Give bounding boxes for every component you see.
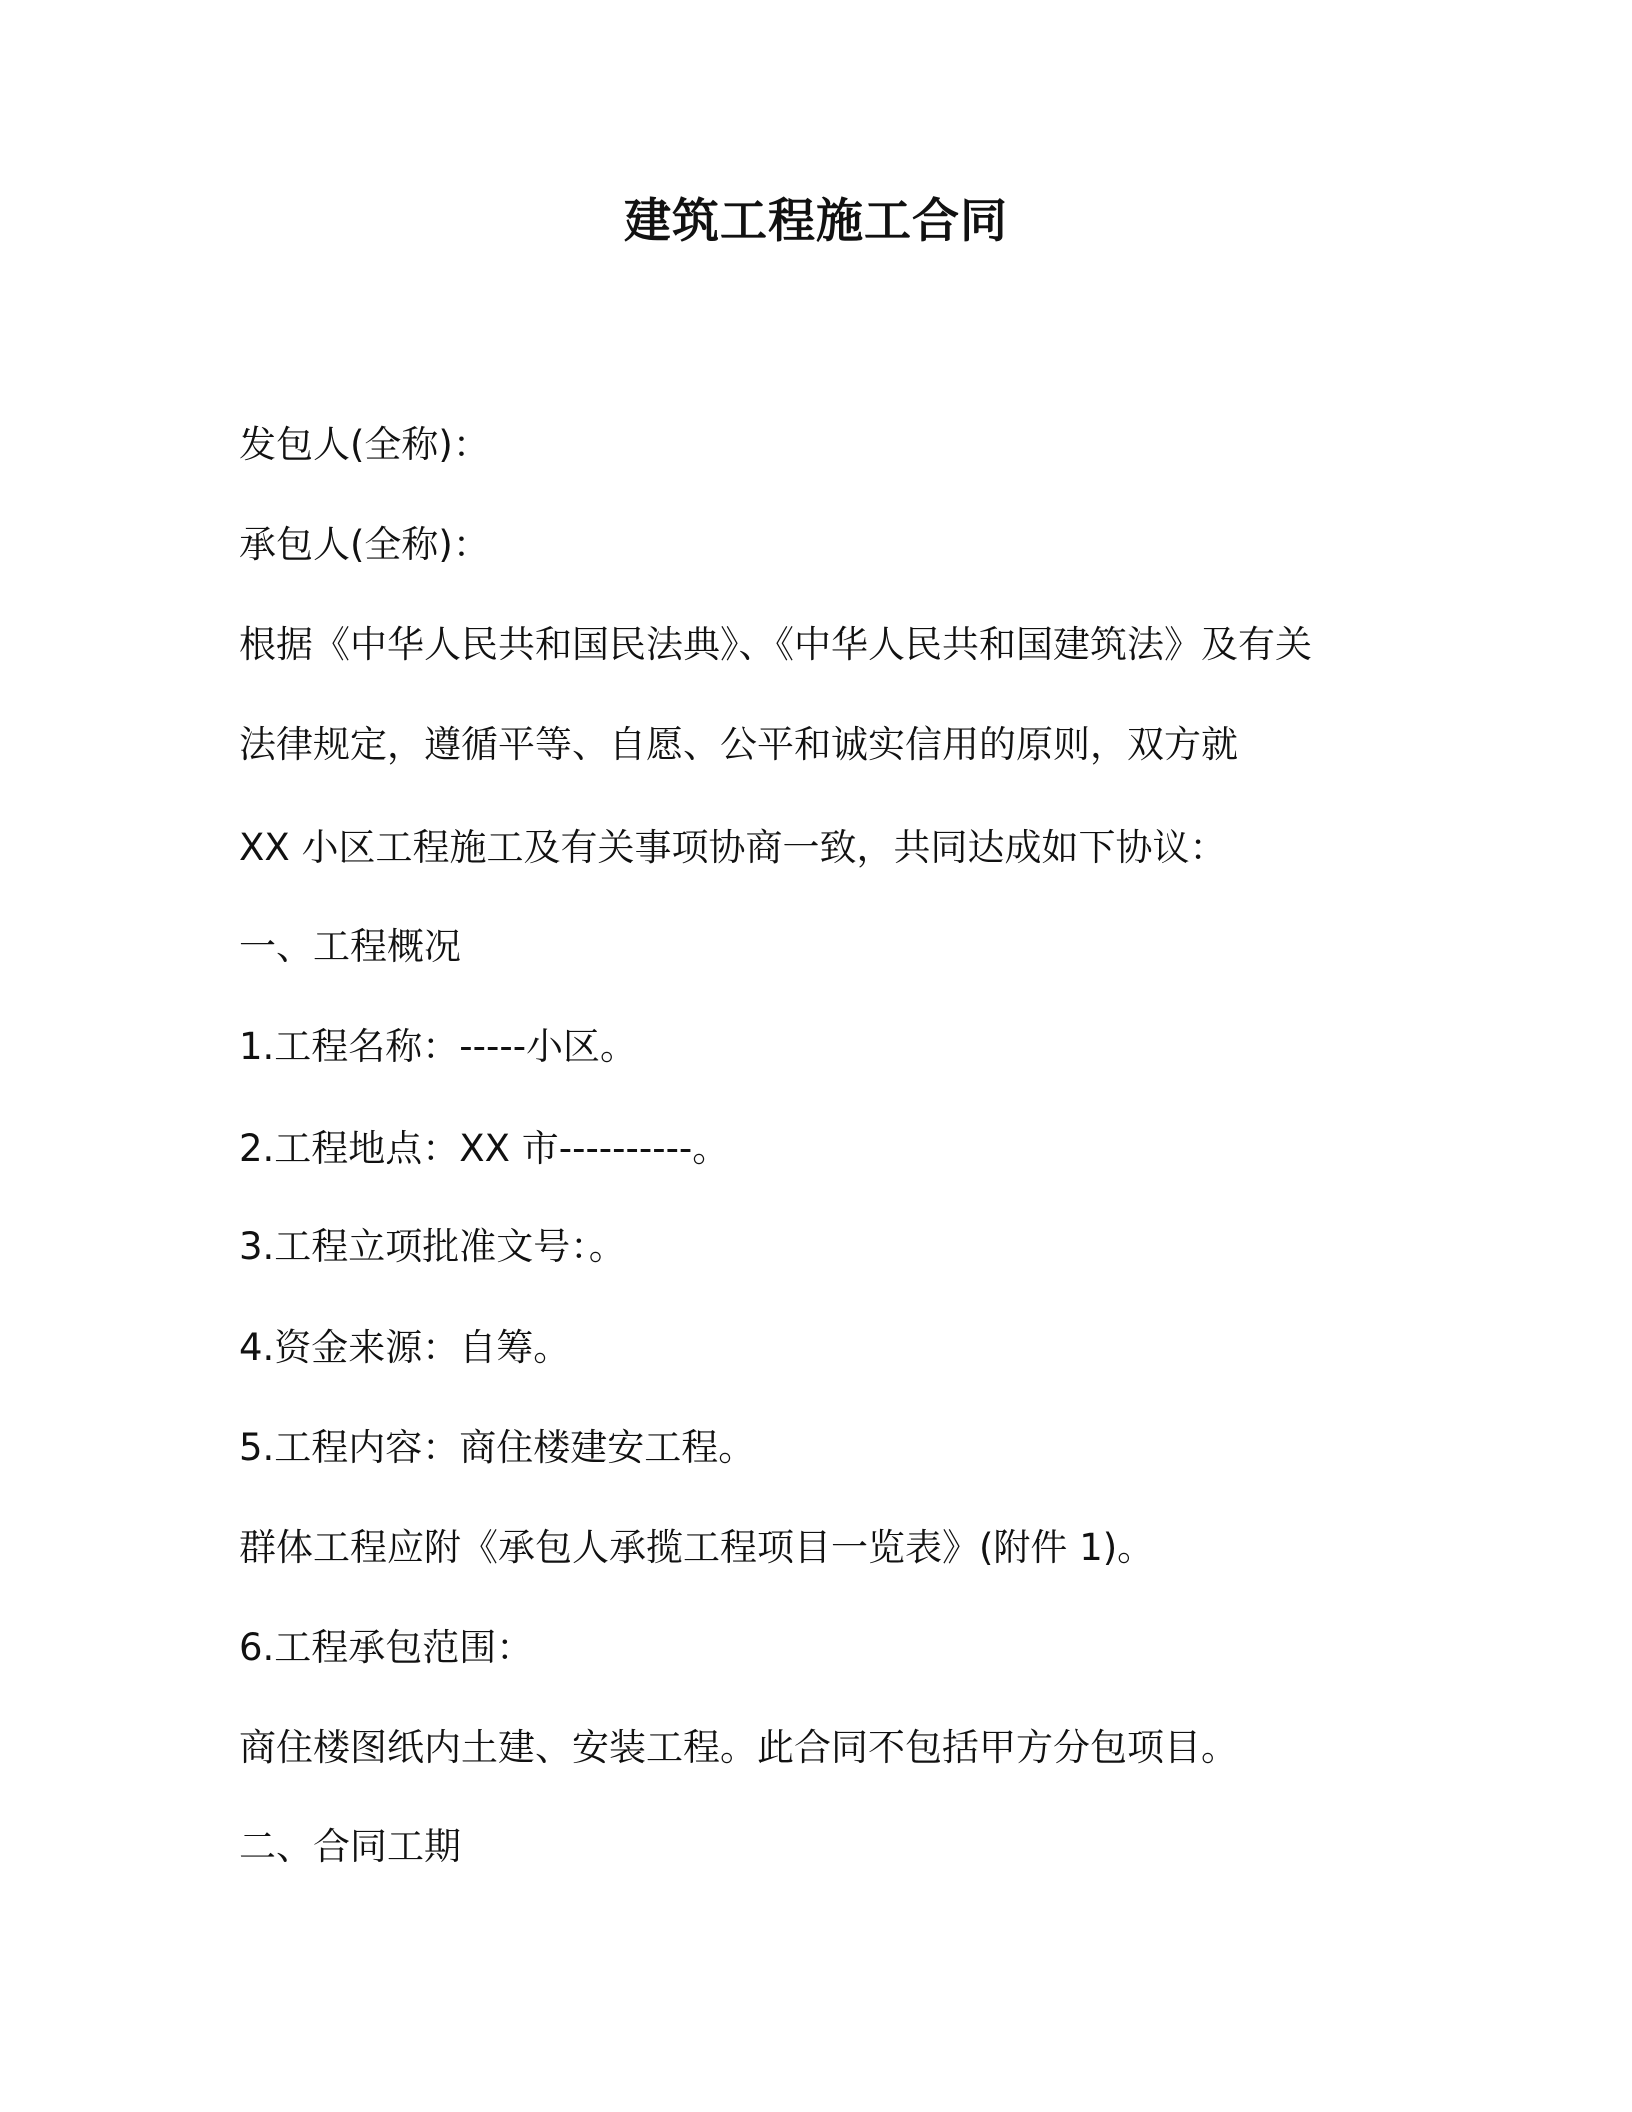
preamble-line-3: XX 小区工程施工及有关事项协商一致，共同达成如下协议： xyxy=(239,826,1227,869)
employer-line: 发包人(全称)： xyxy=(239,423,490,466)
project-content-line: 5.工程内容：商住楼建安工程。 xyxy=(239,1426,756,1469)
group-project-note-line: 群体工程应附《承包人承揽工程项目一览表》(附件 1)。 xyxy=(239,1526,1155,1569)
preamble-line-2: 法律规定，遵循平等、自愿、公平和诚实信用的原则，双方就 xyxy=(239,723,1238,766)
funding-source-line: 4.资金来源：自筹。 xyxy=(239,1326,571,1369)
contract-scope-line: 6.工程承包范围： xyxy=(239,1626,534,1669)
document-title: 建筑工程施工合同 xyxy=(624,194,1008,249)
contract-scope-detail-line: 商住楼图纸内土建、安装工程。此合同不包括甲方分包项目。 xyxy=(239,1726,1238,1769)
section-heading-project-overview: 一、工程概况 xyxy=(239,925,461,968)
project-location-line: 2.工程地点：XX 市----------。 xyxy=(239,1127,730,1170)
contractor-line: 承包人(全称)： xyxy=(239,523,490,566)
preamble-line-1: 根据《中华人民共和国民法典》、《中华人民共和国建筑法》及有关 xyxy=(239,623,1312,666)
project-name-line: 1.工程名称：-----小区。 xyxy=(239,1025,638,1068)
section-heading-contract-period: 二、合同工期 xyxy=(239,1825,461,1868)
project-approval-line: 3.工程立项批准文号：。 xyxy=(239,1225,626,1268)
